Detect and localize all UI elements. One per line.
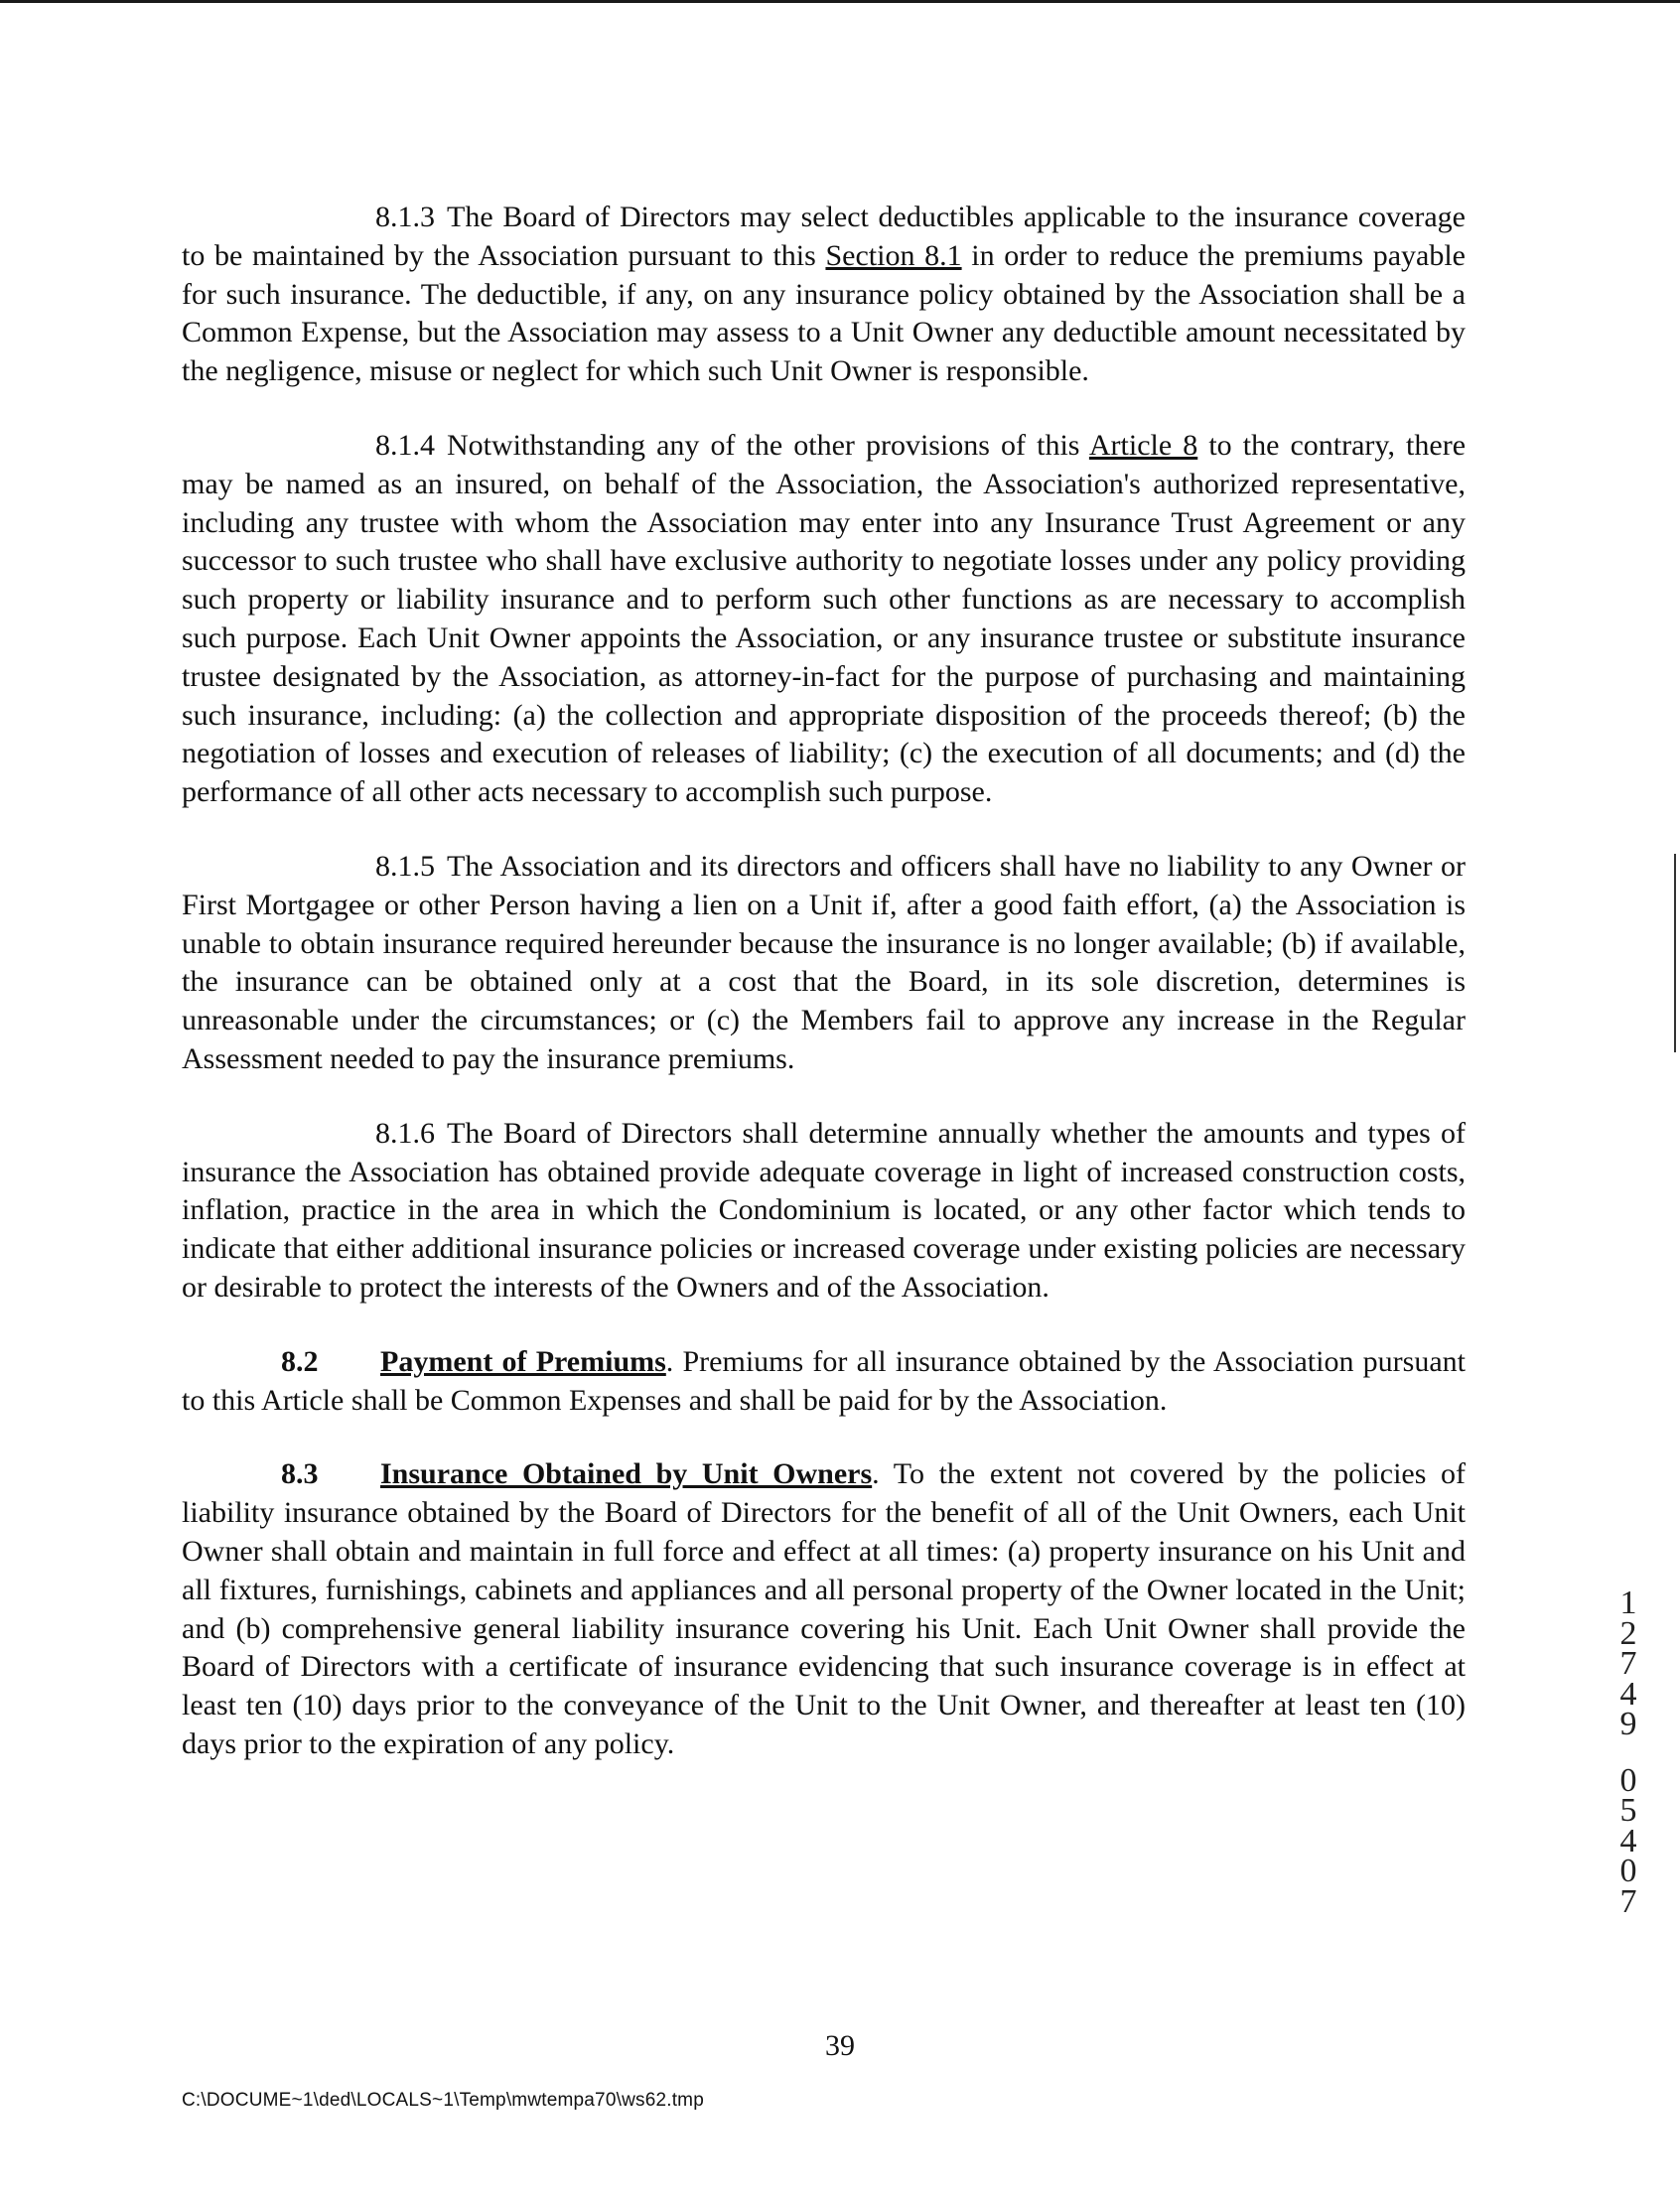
- paragraph-number: 8.1.6: [375, 1116, 435, 1150]
- stamp-digit: 4: [1619, 1675, 1637, 1713]
- paragraph-8-1-3: [182, 199, 1466, 391]
- stamp-digit: 7: [1619, 1882, 1637, 1920]
- paragraph-text: Notwithstanding any of the other provisions of this: [447, 428, 1089, 462]
- stamp-digit: 0: [1619, 1853, 1637, 1889]
- paragraph-8-1-4: [182, 427, 1466, 812]
- paragraph-text: The Association and its directors and officers shall have no liability to any Owner or First Mortgagee or other Person having a lien on a Unit if, after a good faith effort, (a) the Association is unable to obtain insurance required hereunder because the insurance is no longer available; (b) if available, the insurance can be obtained only at a cost that the Board, in its sole discretion, determines is unreasonable under the circumstances; or (c) the Members fail to approve any increase in the Regular Assessment needed to pay the insurance premiums.: [182, 849, 1466, 1075]
- stamp-digit: 2: [1619, 1614, 1637, 1652]
- paragraph-text: The Board of Directors may select deductibles applicable to the insurance coverage to be maintained by the Association pursuant to this: [182, 201, 1466, 272]
- scan-edge-mark: [1674, 854, 1676, 1052]
- stamp-digit: 4: [1619, 1822, 1637, 1859]
- section-8-2: [182, 1343, 1466, 1421]
- paragraph-text: in order to reduce the premiums payable for such insurance. The deductible, if any, on any insurance policy obtained by the Association shall be a Common Expense, but the Association may assess to a Unit Owner any deductible amount necessitated by the negligence, misuse or neglect for which such Unit Owner is responsible.: [182, 238, 1466, 388]
- section-reference: Section 8.1: [825, 238, 962, 272]
- top-border-rule: [0, 0, 1680, 3]
- paragraph-8-1-5: [182, 848, 1466, 1079]
- paragraph-number: 8.1.4: [375, 428, 435, 462]
- stamp-digit: 1: [1619, 1584, 1637, 1621]
- footer-file-path: C:\DOCUME~1\ded\LOCALS~1\Temp\mwtempa70\ws62.tmp: [182, 2090, 704, 2111]
- section-number: 8.2: [281, 1344, 319, 1378]
- paragraph-8-1-6: [182, 1115, 1466, 1307]
- paragraph-text: . To the extent not covered by the policies of liability insurance obtained by the Board of Directors for the benefit of all of the Unit Owners, each Unit Owner shall obtain and maintain in full force and effect at all times: (a) property insurance on his Unit and all fixtures, furnishings, cabinets and appliances and all personal property of the Owner located in the Unit; and (b) comprehensive general liability insurance covering his Unit. Each Unit Owner shall provide the Board of Directors with a certificate of insurance evidencing that such insurance coverage is in effect at least ten (10) days prior to the conveyance of the Unit to the Unit Owner, and thereafter at least ten (10) days prior to the expiration of any policy.: [182, 1457, 1466, 1760]
- section-number: 8.3: [281, 1457, 319, 1491]
- paragraph-text: . Premiums for all insurance obtained by the Association pursuant to this Article shall be Common Expenses and shall be paid for by the Association.: [182, 1344, 1466, 1417]
- stamp-digit: 0: [1619, 1761, 1637, 1799]
- document-body: [182, 199, 1466, 1800]
- section-heading: Payment of Premiums: [380, 1344, 666, 1378]
- stamp-digit: 5: [1619, 1792, 1637, 1829]
- section-heading: Insurance Obtained by Unit Owners: [380, 1457, 873, 1491]
- paragraph-number: 8.1.3: [375, 201, 435, 233]
- article-reference: Article 8: [1088, 428, 1198, 462]
- paragraph-text: to the contrary, there may be named as an insured, on behalf of the Association, the Association's authorized representative, including any trustee with whom the Association may enter into any Insurance Trust Agreement or any successor to such trustee who shall have exclusive authority to negotiate losses under any policy providing such property or liability insurance and to perform such other functions as are necessary to accomplish such purpose. Each Unit Owner appoints the Association, or any insurance trustee or substitute insurance trustee designated by the Association, as attorney-in-fact for the purpose of purchasing and maintaining such insurance, including: (a) the collection and appropriate disposition of the proceeds thereof; (b) the negotiation of losses and execution of releases of liability; (c) the execution of all documents; and (d) the performance of all other acts necessary to accomplish such purpose.: [182, 428, 1467, 809]
- recording-stamp: [1613, 1584, 1643, 1920]
- stamp-digit: 7: [1619, 1645, 1637, 1682]
- paragraph-number: 8.1.5: [375, 849, 435, 883]
- section-8-3: [182, 1455, 1466, 1763]
- stamp-digit: 9: [1619, 1706, 1637, 1742]
- paragraph-text: The Board of Directors shall determine annually whether the amounts and types of insurance the Association has obtained provide adequate coverage in light of increased construction costs, inflation, practice in the area in which the Condominium is located, or any other factor which tends to indicate that either additional insurance policies or increased coverage under existing policies are necessary or desirable to protect the interests of the Owners and of the Association.: [182, 1116, 1466, 1304]
- page-number: 39: [825, 2029, 855, 2062]
